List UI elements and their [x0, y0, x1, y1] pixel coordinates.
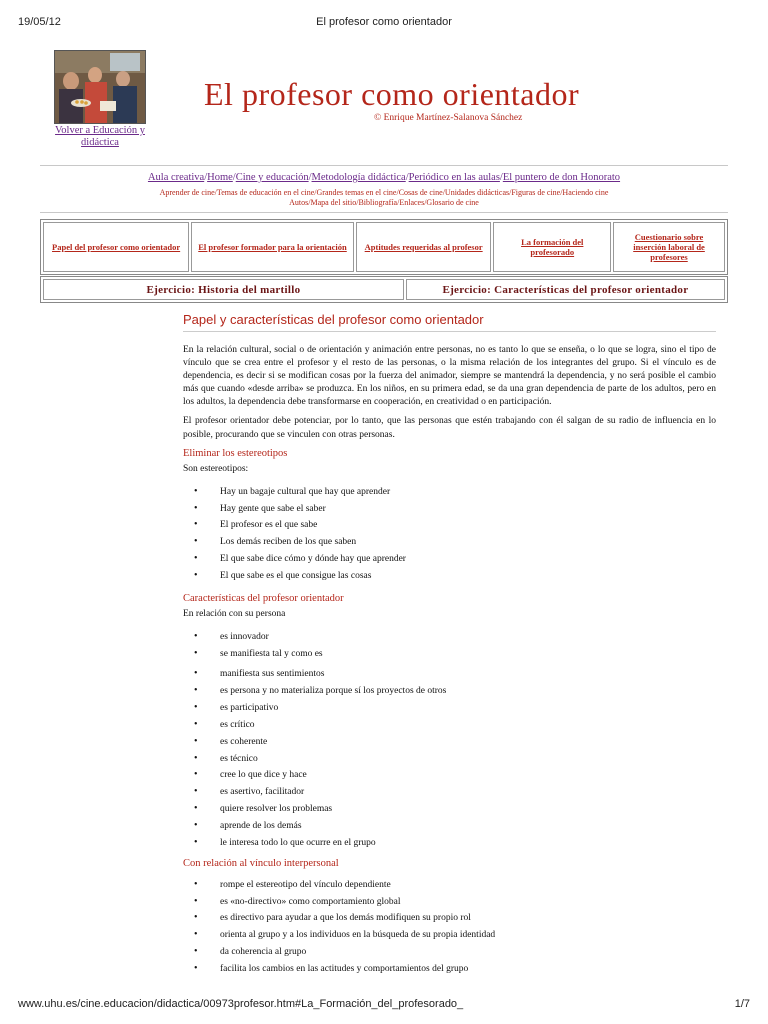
list-item: • es persona y no materializa porque sí los proyectos de otros [183, 683, 716, 700]
paragraph-potenciar: El profesor orientador debe potenciar, por lo tanto, que las personas que estén trabajando con él salgan de su radio de influencia en lo posible, procurando que se vinculen con otras personas. [183, 416, 716, 440]
print-footer [18, 998, 750, 1012]
exercise-link-martillo[interactable] [43, 279, 404, 300]
print-date: 19/05/12 [18, 16, 61, 28]
topic-link-formacion[interactable]: La formación del profesorado [493, 222, 611, 272]
list-item: • es técnico [183, 751, 716, 768]
list-item: • El que sabe dice cómo y dónde hay que aprender [183, 551, 716, 568]
sub-nav [120, 188, 648, 208]
list-item: • es «no-directivo» como comportamiento global [183, 894, 716, 911]
list-item: • es directivo para ayudar a que los demás modifiquen su propio rol [183, 910, 716, 927]
list-item: • cree lo que dice y hace [183, 767, 716, 784]
exercise-prefix: Ejercicio: [442, 283, 492, 296]
list-item: • es asertivo, facilitador [183, 784, 716, 801]
paragraph-relacion: En la relación cultural, social o de orientación y animación entre personas, no es tanto lo que se enseña, o lo que se logra, sino el tipo de vínculo que se crea entre el profesor y el resto de las personas, o la misma relación de los integrantes del grupo. Si el vínculo es de dependencia, es decir si se modifican cosas por la fuerza del animador, siempre se mantendrá la dependencia, y no será posible el cambio más que cuando «desde arriba» se produzca. En los niños, en su primera edad, se da una gran dependencia de parte de los adultos, pero en los adultos, la dependencia debe transformarse en cooperación, en creatividad o en participación. [183, 345, 716, 408]
nav-link-puntero[interactable]: El puntero de don Honorato [502, 172, 621, 183]
section-heading: Papel y características del profesor como orientador [183, 312, 716, 332]
list-item: • es coherente [183, 734, 716, 751]
caracteristicas-lead: En relación con su persona [183, 608, 286, 619]
list-item: • rompe el estereotipo del vínculo dependiente [183, 877, 716, 894]
divider-top [40, 165, 728, 166]
header-photo-block [54, 50, 146, 150]
print-url: www.uhu.es/cine.educacion/didactica/00973profesor.htm#La_Formación_del_profesorado_ [18, 998, 464, 1010]
list-item: • quiere resolver los problemas [183, 801, 716, 818]
exercises-table [40, 276, 728, 303]
exercise-label: Características del profesor orientador [494, 283, 689, 296]
topic-link-papel[interactable]: Papel del profesor como orientador [43, 222, 189, 272]
list-item: • orienta al grupo y a los individuos en la búsqueda de su propia identidad [183, 927, 716, 944]
subheading-caracteristicas: Características del profesor orientador [183, 592, 344, 604]
nav-link-metodologia[interactable]: Metodología didáctica [311, 172, 406, 183]
main-content [183, 312, 716, 978]
list-item: • le interesa todo lo que ocurre en el grupo [183, 835, 716, 852]
subheading-estereotipos: Eliminar los estereotipos [183, 447, 288, 459]
back-to-education-link[interactable]: Volver a Educación y didáctica [55, 125, 145, 148]
sub-nav-line-1[interactable]: Aprender de cine/Temas de educación en el cine/Grandes temas en el cine/Cosas de cine/Unidades didácticas/Figuras de cine/Haciendo cine [159, 188, 609, 197]
print-title: El profesor como orientador [316, 16, 452, 28]
caracteristicas-list [183, 629, 716, 852]
nav-link-home[interactable]: Home [207, 172, 233, 183]
list-item: • Hay gente que sabe el saber [183, 501, 716, 518]
list-item: • es innovador [183, 629, 716, 646]
list-item: • aprende de los demás [183, 818, 716, 835]
list-item: • da coherencia al grupo [183, 944, 716, 961]
exercise-link-caracteristicas[interactable] [406, 279, 725, 300]
sub-nav-line-2[interactable]: Autos/Mapa del sitio/Bibliografía/Enlaces/Glosario de cine [289, 198, 479, 207]
print-header [18, 16, 750, 30]
list-item: • Hay un bagaje cultural que hay que aprender [183, 484, 716, 501]
topic-link-cuestionario[interactable]: Cuestionario sobre inserción laboral de profesores [613, 222, 725, 272]
list-item: • es participativo [183, 700, 716, 717]
list-item: • es crítico [183, 717, 716, 734]
list-item: • se manifiesta tal y como es [183, 646, 716, 663]
main-nav: Aula creativa/Home/Cine y educación/Metodología didáctica/Periódico en las aulas/El puntero de don Honorato [147, 172, 621, 183]
page-title: El profesor como orientador [204, 76, 580, 112]
divider-nav [40, 212, 728, 213]
copyright-author: © Enrique Martínez-Salanova Sánchez [374, 113, 523, 123]
list-item: • El profesor es el que sabe [183, 517, 716, 534]
topic-link-aptitudes[interactable]: Aptitudes requeridas al profesor [356, 222, 492, 272]
list-item: • Los demás reciben de los que saben [183, 534, 716, 551]
nav-link-cine-educacion[interactable]: Cine y educación [235, 172, 309, 183]
nav-link-periodico[interactable]: Periódico en las aulas [408, 172, 500, 183]
estereotipos-lead: Son estereotipos: [183, 463, 249, 474]
vinculo-list [183, 877, 716, 978]
estereotipos-list [183, 484, 716, 585]
subheading-vinculo: Con relación al vínculo interpersonal [183, 857, 339, 869]
classroom-photo [54, 50, 146, 124]
list-item: • facilita los cambios en las actitudes y comportamientos del grupo [183, 961, 716, 978]
exercise-label: Historia del martillo [198, 283, 301, 296]
topics-table [40, 219, 728, 275]
topic-link-formador[interactable]: El profesor formador para la orientación [191, 222, 354, 272]
list-item: • manifiesta sus sentimientos [183, 666, 716, 683]
list-item: • El que sabe es el que consigue las cosas [183, 568, 716, 585]
print-page-number: 1/7 [734, 998, 750, 1010]
exercise-prefix: Ejercicio: [146, 283, 196, 296]
nav-link-aula-creativa[interactable]: Aula creativa [147, 172, 205, 183]
